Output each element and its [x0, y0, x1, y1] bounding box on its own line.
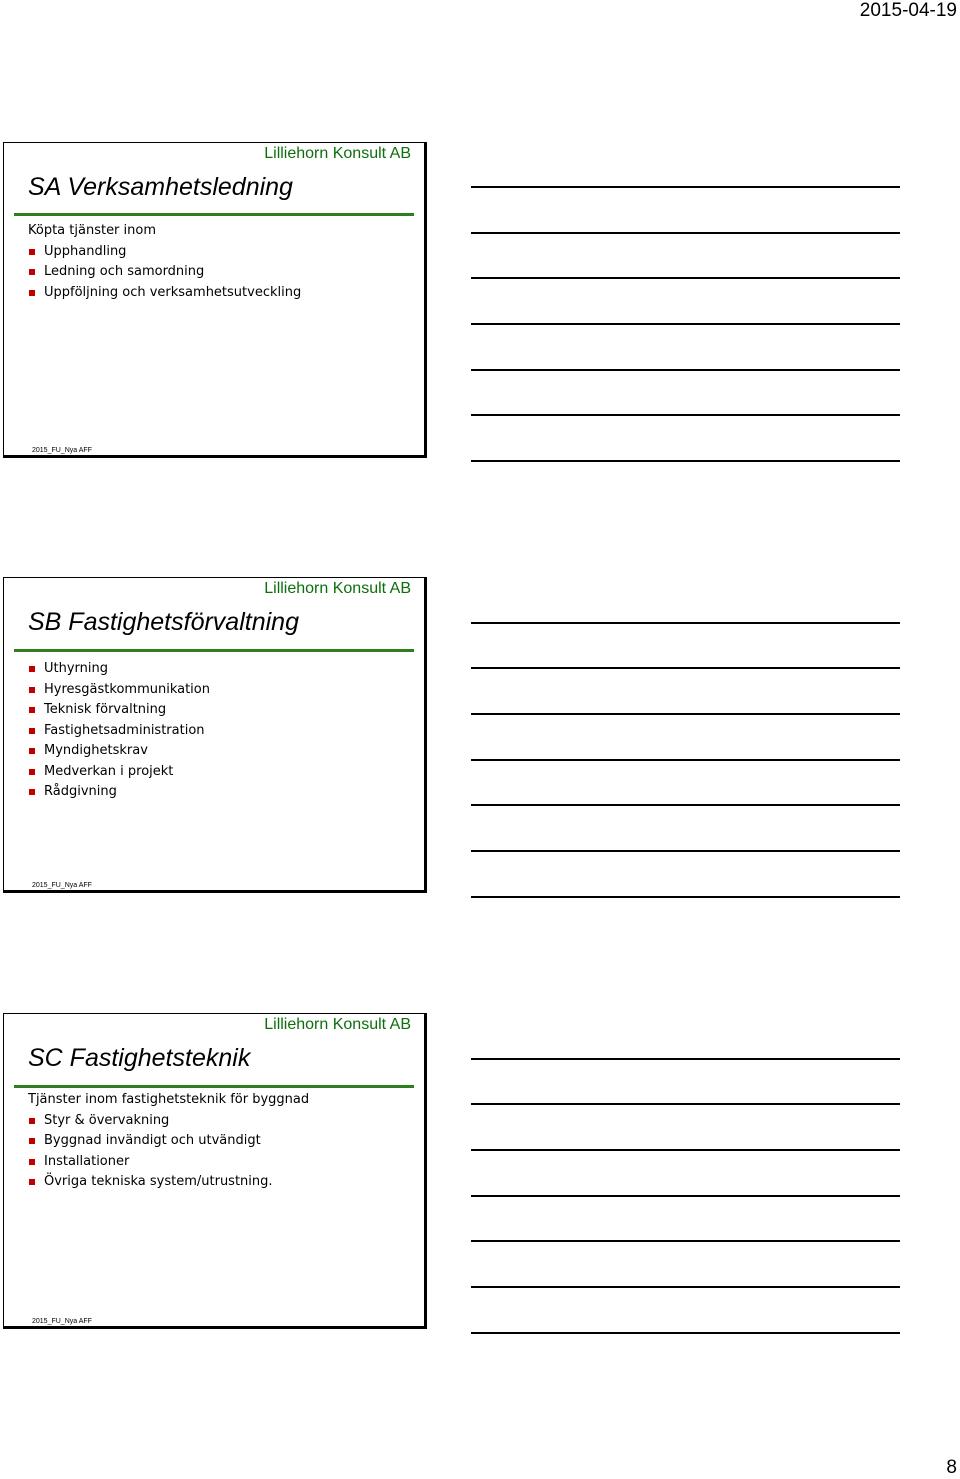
bullet-text: Installationer — [44, 1153, 130, 1169]
title-rule — [14, 649, 414, 652]
square-bullet-icon — [29, 1179, 35, 1185]
square-bullet-icon — [29, 728, 35, 734]
square-bullet-icon — [29, 748, 35, 754]
slide-company: Lilliehorn Konsult AB — [264, 580, 411, 597]
square-bullet-icon — [29, 687, 35, 693]
bullet-item — [28, 1131, 309, 1152]
bullet-item — [28, 1152, 309, 1173]
bullet-item — [28, 680, 210, 701]
note-line — [471, 277, 900, 279]
note-line — [471, 1286, 900, 1288]
bullet-item — [28, 262, 301, 283]
note-line — [471, 323, 900, 325]
slide-sa — [3, 142, 427, 458]
note-line — [471, 1195, 900, 1197]
note-line — [471, 1240, 900, 1242]
bullet-item — [28, 782, 210, 803]
note-line — [471, 186, 900, 188]
slide-title: SC Fastighetsteknik — [28, 1044, 251, 1072]
bullet-item — [28, 1111, 309, 1132]
bullet-text: Medverkan i projekt — [44, 763, 174, 779]
bullet-text: Övriga tekniska system/utrustning. — [44, 1174, 273, 1189]
bullet-list — [28, 242, 301, 304]
note-line — [471, 1332, 900, 1334]
slide-footer: 2015_FU_Nya AFF — [32, 447, 92, 454]
bullet-list — [28, 1111, 309, 1193]
square-bullet-icon — [29, 1159, 35, 1165]
slide-body — [28, 221, 301, 303]
bullet-item — [28, 659, 210, 680]
note-line — [471, 232, 900, 234]
title-rule — [14, 213, 414, 216]
square-bullet-icon — [29, 290, 35, 296]
bullet-item — [28, 762, 210, 783]
bullet-text: Fastighetsadministration — [44, 722, 205, 738]
square-bullet-icon — [29, 789, 35, 795]
bullet-list — [28, 659, 210, 803]
square-bullet-icon — [29, 769, 35, 775]
slide-footer: 2015_FU_Nya AFF — [32, 1318, 92, 1325]
bullet-text: Myndighetskrav — [44, 743, 148, 758]
note-line — [471, 667, 900, 669]
note-line — [471, 759, 900, 761]
bullet-text: Uppföljning och verksamhetsutveckling — [44, 284, 302, 300]
bullet-item — [28, 242, 301, 263]
note-line — [471, 896, 900, 898]
slide-sb — [3, 577, 427, 893]
note-line — [471, 622, 900, 624]
bullet-item — [28, 741, 210, 762]
slide-title: SA Verksamhetsledning — [28, 173, 293, 201]
slide-company: Lilliehorn Konsult AB — [264, 1016, 411, 1033]
bullet-item — [28, 700, 210, 721]
slide-company: Lilliehorn Konsult AB — [264, 145, 411, 162]
bullet-text: Upphandling — [44, 243, 127, 259]
note-line — [471, 804, 900, 806]
square-bullet-icon — [29, 249, 35, 255]
note-line — [471, 460, 900, 462]
bullet-item — [28, 283, 301, 304]
slide-footer: 2015_FU_Nya AFF — [32, 882, 92, 889]
slide-title: SB Fastighetsförvaltning — [28, 608, 299, 636]
note-line — [471, 414, 900, 416]
slide-intro: Köpta tjänster inom — [28, 223, 157, 238]
bullet-text: Uthyrning — [44, 661, 109, 676]
page-number: 8 — [946, 1457, 957, 1478]
bullet-text: Teknisk förvaltning — [44, 702, 167, 717]
slide-body — [28, 1090, 309, 1193]
note-line — [471, 850, 900, 852]
bullet-text: Ledning och samordning — [44, 264, 205, 279]
note-line — [471, 1149, 900, 1151]
note-line — [471, 369, 900, 371]
slide-sc — [3, 1013, 427, 1329]
square-bullet-icon — [29, 707, 35, 713]
note-line — [471, 1058, 900, 1060]
bullet-text: Styr & övervakning — [44, 1112, 170, 1128]
slide-intro: Tjänster inom fastighetsteknik för byggnad — [28, 1092, 310, 1107]
square-bullet-icon — [29, 1138, 35, 1144]
note-line — [471, 713, 900, 715]
square-bullet-icon — [29, 269, 35, 275]
note-line — [471, 1103, 900, 1105]
bullet-text: Rådgivning — [44, 784, 117, 799]
bullet-item — [28, 721, 210, 742]
bullet-text: Byggnad invändigt och utvändigt — [44, 1133, 261, 1148]
page-date: 2015-04-19 — [859, 0, 957, 21]
square-bullet-icon — [29, 666, 35, 672]
title-rule — [14, 1085, 414, 1088]
bullet-text: Hyresgästkommunikation — [44, 681, 210, 697]
slide-body — [28, 659, 210, 803]
bullet-item — [28, 1172, 309, 1193]
square-bullet-icon — [29, 1118, 35, 1124]
